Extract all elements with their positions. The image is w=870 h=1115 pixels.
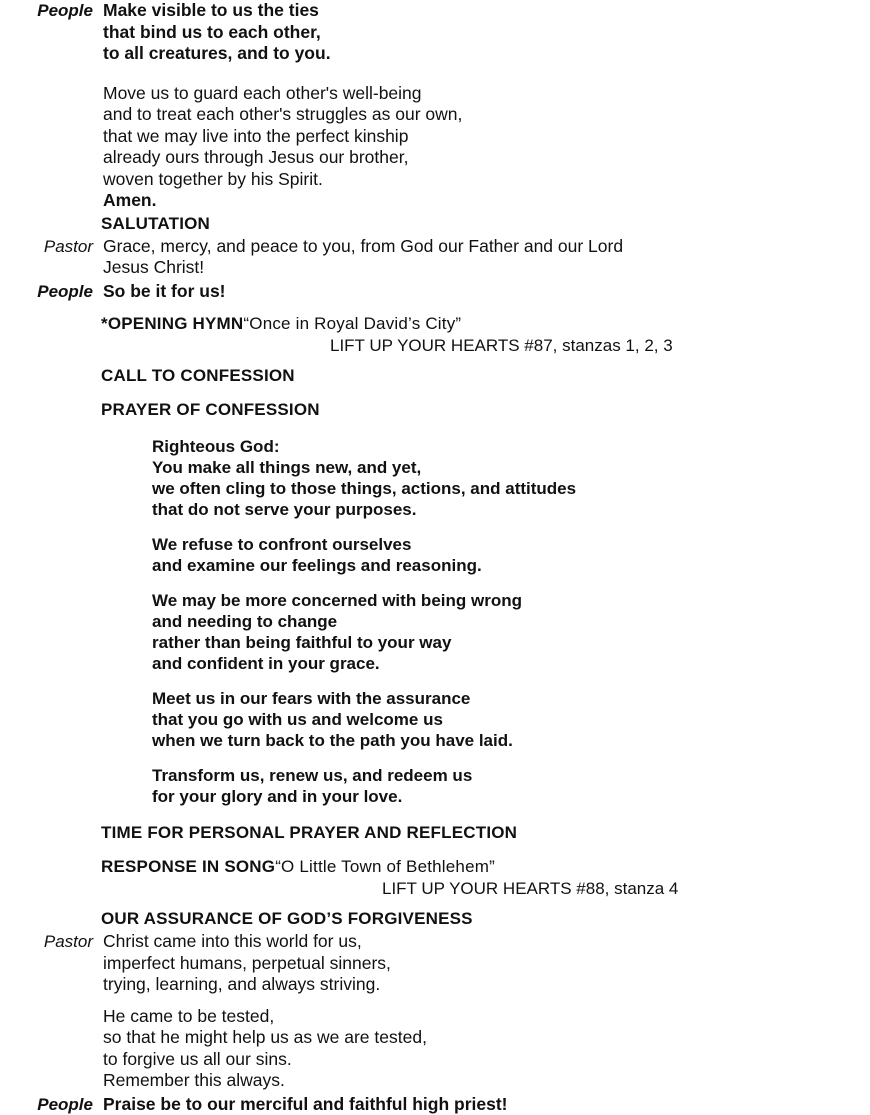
- prayer-response-people-block: [0, 0, 870, 65]
- response-in-song-title: “O Little Town of Bethlehem”: [275, 857, 495, 876]
- speaker-label-pastor: Pastor: [0, 236, 103, 258]
- salutation-people-block: [0, 281, 870, 303]
- speaker-label-pastor: Pastor: [0, 931, 103, 953]
- assurance-continuation-line: Remember this always.: [103, 1070, 870, 1092]
- assurance-pastor-text: [103, 931, 870, 996]
- prayer-continuation-line: and to treat each other's struggles as our own,: [103, 104, 870, 126]
- confession-stanza: [152, 590, 870, 674]
- salutation-pastor-block: [0, 236, 870, 279]
- assurance-continuation-text: [103, 1006, 870, 1092]
- confession-line: we often cling to those things, actions, and attitudes: [152, 478, 870, 499]
- confession-line: when we turn back to the path you have laid.: [152, 730, 870, 751]
- confession-line: We may be more concerned with being wrong: [152, 590, 870, 611]
- prayer-response-line: to all creatures, and to you.: [103, 43, 870, 65]
- confession-line: We refuse to confront ourselves: [152, 534, 870, 555]
- prayer-response-line: Make visible to us the ties: [103, 0, 870, 22]
- assurance-continuation-line: He came to be tested,: [103, 1006, 870, 1028]
- assurance-pastor-line: trying, learning, and always striving.: [103, 974, 870, 996]
- opening-hymn-label: *OPENING HYMN: [101, 314, 243, 333]
- salutation-people-text: So be it for us!: [103, 281, 870, 303]
- prayer-continuation-line: Move us to guard each other's well-being: [103, 83, 870, 105]
- confession-line: and needing to change: [152, 611, 870, 632]
- confession-line: that you go with us and welcome us: [152, 709, 870, 730]
- confession-line: You make all things new, and yet,: [152, 457, 870, 478]
- prayer-continuation-block: [103, 83, 870, 212]
- heading-assurance: OUR ASSURANCE OF GOD’S FORGIVENESS: [101, 909, 870, 929]
- assurance-pastor-line: Christ came into this world for us,: [103, 931, 870, 953]
- confession-stanza: [152, 688, 870, 751]
- confession-line: for your glory and in your love.: [152, 786, 870, 807]
- prayer-response-text: [103, 0, 870, 65]
- confession-line: and confident in your grace.: [152, 653, 870, 674]
- heading-opening-hymn: [101, 314, 870, 334]
- confession-stanza: [152, 436, 870, 520]
- heading-call-to-confession: CALL TO CONFESSION: [101, 366, 870, 386]
- prayer-continuation-line: woven together by his Spirit.: [103, 169, 870, 191]
- confession-line: that do not serve your purposes.: [152, 499, 870, 520]
- confession-stanza: [152, 534, 870, 576]
- opening-hymn-title: “Once in Royal David’s City”: [243, 314, 461, 333]
- prayer-response-line: that bind us to each other,: [103, 22, 870, 44]
- salutation-pastor-text: [103, 236, 870, 279]
- response-in-song-reference: LIFT UP YOUR HEARTS #88, stanza 4: [382, 879, 870, 899]
- confession-line: Righteous God:: [152, 436, 870, 457]
- opening-hymn-reference: LIFT UP YOUR HEARTS #87, stanzas 1, 2, 3: [330, 336, 870, 356]
- confession-line: Meet us in our fears with the assurance: [152, 688, 870, 709]
- assurance-pastor-block: [0, 931, 870, 996]
- confession-line: and examine our feelings and reasoning.: [152, 555, 870, 576]
- assurance-pastor-line: imperfect humans, perpetual sinners,: [103, 953, 870, 975]
- salutation-pastor-line: Jesus Christ!: [103, 257, 870, 279]
- prayer-continuation-text: [103, 83, 870, 212]
- prayer-continuation-line: that we may live into the perfect kinship: [103, 126, 870, 148]
- heading-response-in-song: [101, 857, 870, 877]
- speaker-label-people: People: [0, 0, 103, 22]
- assurance-continuation-block: [103, 1006, 870, 1092]
- prayer-amen: Amen.: [103, 190, 870, 212]
- confession-stanza: [152, 765, 870, 807]
- confession-line: rather than being faithful to your way: [152, 632, 870, 653]
- heading-prayer-of-confession: PRAYER OF CONFESSION: [101, 400, 870, 420]
- speaker-label-people: People: [0, 1094, 103, 1115]
- assurance-people-text: Praise be to our merciful and faithful high priest!: [103, 1094, 870, 1115]
- assurance-continuation-line: so that he might help us as we are tested,: [103, 1027, 870, 1049]
- prayer-continuation-line: already ours through Jesus our brother,: [103, 147, 870, 169]
- assurance-people-block: [0, 1094, 870, 1115]
- salutation-pastor-line: Grace, mercy, and peace to you, from God our Father and our Lord: [103, 236, 870, 258]
- speaker-label-people: People: [0, 281, 103, 303]
- response-in-song-label: RESPONSE IN SONG: [101, 857, 275, 876]
- heading-time-for-personal-prayer: TIME FOR PERSONAL PRAYER AND REFLECTION: [101, 823, 870, 843]
- heading-salutation: SALUTATION: [101, 214, 870, 234]
- assurance-continuation-line: to forgive us all our sins.: [103, 1049, 870, 1071]
- confession-line: Transform us, renew us, and redeem us: [152, 765, 870, 786]
